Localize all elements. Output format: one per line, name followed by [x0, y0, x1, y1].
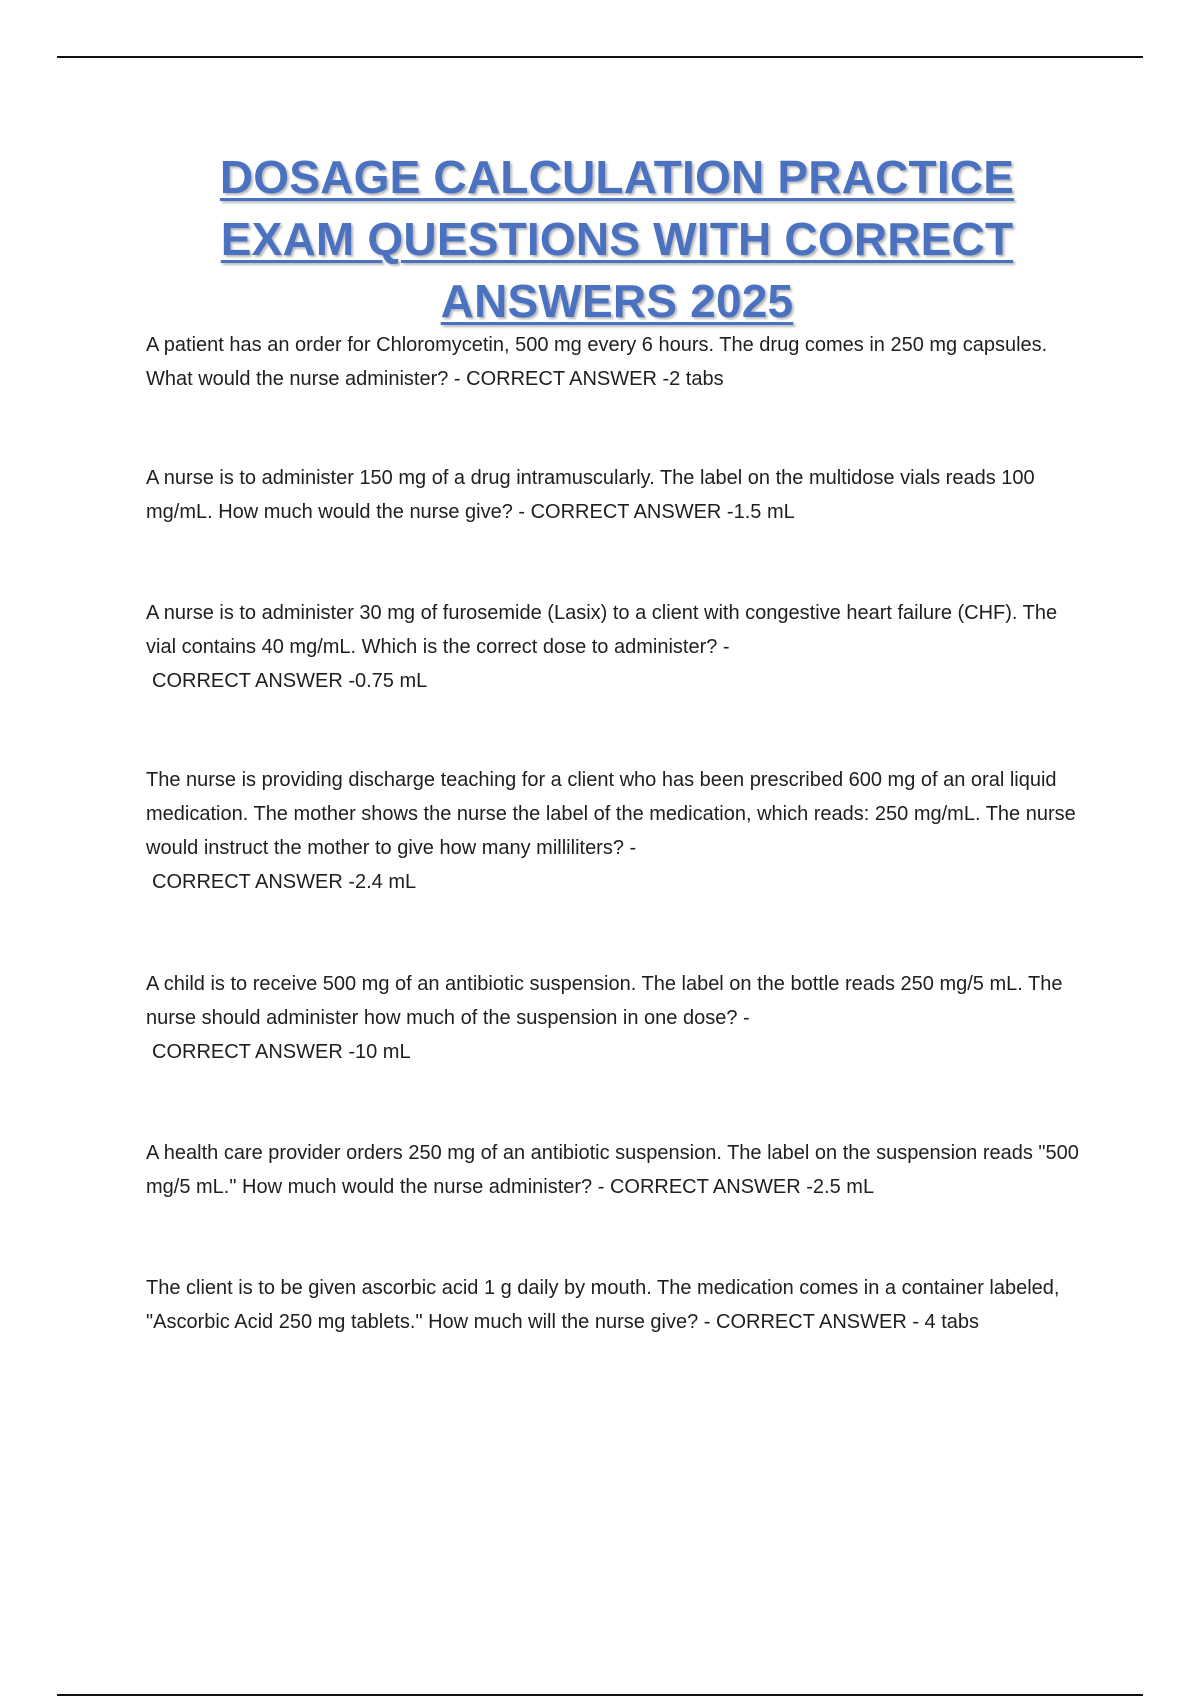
qa-item-3	[146, 596, 1086, 698]
answer-text: CORRECT ANSWER -2.4 mL	[152, 871, 417, 893]
question-text: A child is to receive 500 mg of an antibiotic suspension. The label on the bottle reads 250 mg/5 mL. The nurse should administer how much of the suspension in one dose? -	[146, 973, 1063, 1029]
question-text: The client is to be given ascorbic acid 1 g daily by mouth. The medication comes in a container labeled, "Ascorbic Acid 250 mg tablets." How much will the nurse give? - CORRECT ANSWER - 4 tabs	[146, 1277, 1060, 1333]
answer-text: CORRECT ANSWER -0.75 mL	[152, 670, 428, 692]
title-line-1: DOSAGE CALCULATION PRACTICE	[219, 151, 1015, 203]
qa-item-1	[146, 328, 1086, 396]
footer-rule	[57, 1694, 1143, 1696]
question-text: A health care provider orders 250 mg of an antibiotic suspension. The label on the suspension reads "500 mg/5 mL." How much would the nurse administer? - CORRECT ANSWER -2.5 mL	[146, 1142, 1079, 1198]
header-rule	[57, 56, 1143, 58]
qa-item-4	[146, 763, 1086, 899]
document-title	[0, 146, 1200, 332]
title-line-3: ANSWERS 2025	[440, 275, 794, 327]
answer-text: CORRECT ANSWER -10 mL	[152, 1041, 411, 1063]
question-text: A patient has an order for Chloromycetin, 500 mg every 6 hours. The drug comes in 250 mg capsules. What would the nurse administer? - CORRECT ANSWER -2 tabs	[146, 334, 1048, 390]
title-line-2: EXAM QUESTIONS WITH CORRECT	[220, 213, 1014, 265]
question-text: A nurse is to administer 30 mg of furosemide (Lasix) to a client with congestive heart failure (CHF). The vial contains 40 mg/mL. Which is the correct dose to administer? -	[146, 602, 1058, 658]
qa-item-7	[146, 1271, 1086, 1339]
question-text: The nurse is providing discharge teaching for a client who has been prescribed 600 mg of an oral liquid medication. The mother shows the nurse the label of the medication, which reads: 250 mg/mL. The nurse would instruct the mother to give how many milliliters? -	[146, 769, 1076, 859]
qa-item-2	[146, 461, 1086, 529]
qa-item-5	[146, 967, 1086, 1069]
question-text: A nurse is to administer 150 mg of a drug intramuscularly. The label on the multidose vials reads 100 mg/mL. How much would the nurse give? - CORRECT ANSWER -1.5 mL	[146, 467, 1035, 523]
qa-item-6	[146, 1136, 1086, 1204]
